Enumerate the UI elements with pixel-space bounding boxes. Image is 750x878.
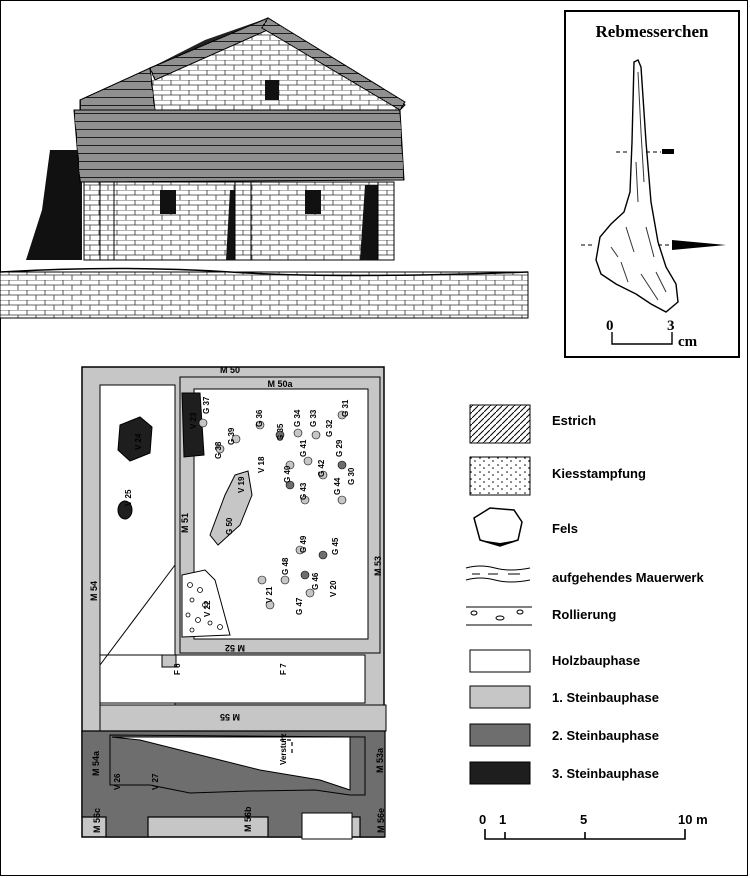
wall-m55 — [100, 705, 386, 731]
scale-tick-10: 10 m — [678, 812, 708, 827]
wall-label-m53a: M 53a — [375, 747, 385, 773]
label-g34: G 34 — [293, 409, 302, 427]
wall-label-m51: M 51 — [180, 512, 190, 533]
wall-label-m54: M 54 — [89, 580, 99, 601]
wall-label-m56e: M 56e — [376, 807, 386, 833]
knife-scale-zero: 0 — [606, 318, 614, 334]
label-g33: G 33 — [309, 409, 318, 427]
wall-label-m56c: M 56c — [92, 807, 102, 833]
label-g36: G 36 — [255, 409, 264, 427]
label-g29: G 29 — [335, 439, 344, 457]
legend-label-phase3: 3. Steinbauphase — [552, 766, 659, 781]
label-g44: G 44 — [333, 477, 342, 495]
wall-label-m52: M 52 — [224, 643, 245, 653]
label-f6: F 6 — [173, 663, 182, 675]
knife-drawing — [566, 12, 738, 356]
label-g42: G 42 — [317, 459, 326, 477]
swatch-holzbauphase — [470, 650, 530, 672]
label-v19: V 19 — [237, 476, 246, 493]
section-marker-upper — [662, 149, 674, 154]
label-v26: V 26 — [113, 773, 122, 790]
label-g38: G 38 — [214, 441, 223, 459]
swatch-phase2 — [470, 724, 530, 746]
legend-swatches — [460, 400, 540, 790]
scale-tick-5: 5 — [580, 812, 588, 827]
swatch-rollierung — [466, 607, 532, 625]
label-v20: V 20 — [329, 580, 338, 597]
wall-label-m54a: M 54a — [91, 750, 101, 776]
legend-label-holzbauphase: Holzbauphase — [552, 653, 641, 668]
legend-label-kiesstampfung: Kiesstampfung — [552, 466, 646, 481]
knife-panel — [564, 10, 740, 358]
legend-label-rollierung: Rollierung — [552, 607, 617, 622]
knife-title: Rebmesserchen — [595, 22, 709, 41]
legend-label-phase2: 2. Steinbauphase — [552, 728, 659, 743]
legend-label-estrich: Estrich — [552, 413, 597, 428]
swatch-phase1 — [470, 686, 530, 708]
label-g47: G 47 — [295, 597, 304, 615]
label-g40: G 40 — [283, 465, 292, 483]
shadow-left — [26, 150, 82, 260]
wall-label-m56b: M 56b — [243, 806, 253, 832]
label-g31: G 31 — [341, 399, 350, 417]
swatch-mauerwerk — [466, 566, 530, 582]
swatch-phase3 — [470, 762, 530, 784]
window-left — [160, 190, 176, 214]
label-g41: G 41 — [299, 439, 308, 457]
label-g46: G 46 — [311, 572, 320, 590]
legend-label-mauerwerk: aufgehendes Mauerwerk — [552, 570, 704, 585]
label-v25: V 25 — [124, 489, 133, 506]
legend-label-phase1: 1. Steinbauphase — [552, 690, 659, 705]
label-g37: G 37 — [202, 396, 211, 414]
label-versturz: Versturz — [279, 733, 288, 765]
scale-tick-1: 1 — [499, 812, 507, 827]
label-v18: V 18 — [257, 456, 266, 473]
wall-label-m50a: M 50a — [267, 379, 293, 389]
swatch-estrich — [470, 405, 530, 443]
label-g48: G 48 — [281, 557, 290, 575]
ground-wall — [0, 272, 528, 318]
legend-label-fels: Fels — [552, 521, 579, 536]
label-v27: V 27 — [151, 773, 160, 790]
label-v23: V 23 — [189, 412, 198, 429]
wall-label-m50: M 50 — [219, 365, 241, 375]
knife-scalebar — [612, 332, 672, 344]
window-right — [305, 190, 321, 214]
label-g50: G 50 — [225, 517, 234, 535]
scale-tick-0: 0 — [479, 812, 487, 827]
wall-label-m53: M 53 — [373, 555, 383, 576]
wall-label-m55: M 55 — [219, 712, 240, 722]
site-plan — [80, 365, 400, 860]
section-marker-lower — [672, 240, 726, 250]
knife-scale-unit: cm — [678, 334, 698, 350]
building-reconstruction — [0, 10, 530, 320]
label-g30: G 30 — [347, 467, 356, 485]
label-f7: F 7 — [279, 663, 288, 675]
knife-scale-three: 3 — [667, 318, 675, 334]
label-g49: G 49 — [299, 535, 308, 553]
label-v21: V 21 — [265, 586, 274, 603]
label-g43: G 43 — [299, 482, 308, 500]
label-g32: G 32 — [325, 419, 334, 437]
label-g35: G 35 — [276, 423, 285, 441]
plan-scalebar — [480, 825, 705, 845]
swatch-kiesstampfung — [470, 457, 530, 495]
main-roof — [74, 110, 404, 182]
label-v24: V 24 — [134, 433, 143, 450]
label-g45: G 45 — [331, 537, 340, 555]
label-g39: G 39 — [227, 427, 236, 445]
label-v22: V 22 — [203, 600, 212, 617]
